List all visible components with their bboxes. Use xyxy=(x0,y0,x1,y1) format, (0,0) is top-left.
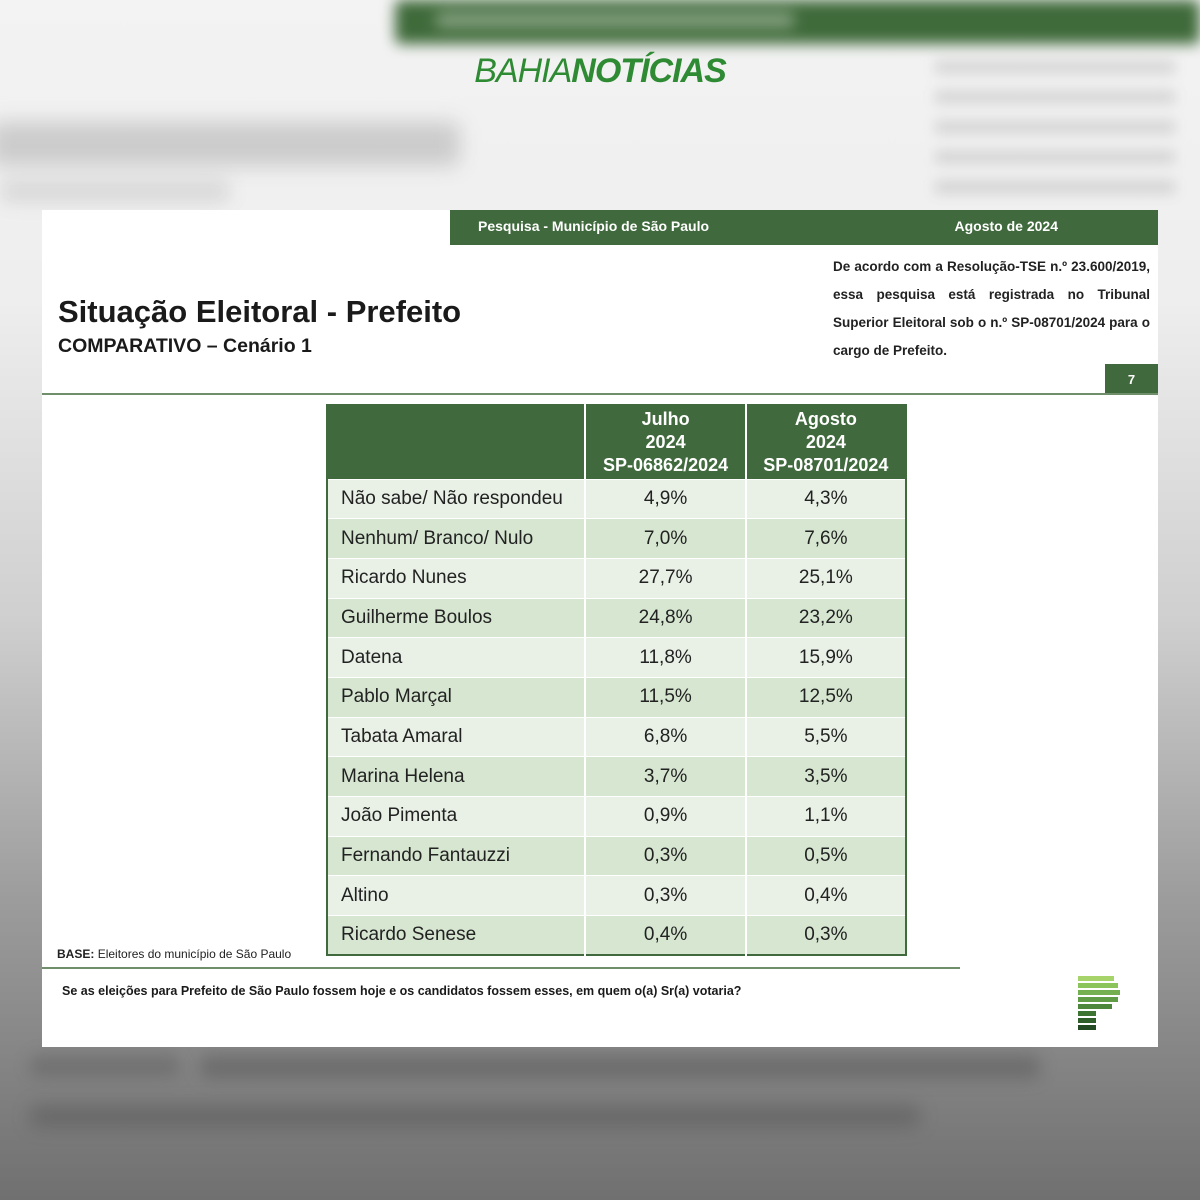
row-label: Não sabe/ Não respondeu xyxy=(327,479,585,519)
table-row xyxy=(327,757,906,797)
base-note xyxy=(57,947,291,961)
brand-logo-part2: NOTÍCIAS xyxy=(571,52,726,90)
background-blurred-title xyxy=(0,122,460,166)
column-header-julho xyxy=(585,405,745,479)
cell-agosto: 7,6% xyxy=(746,519,906,559)
row-label: Guilherme Boulos xyxy=(327,598,585,638)
cell-agosto: 4,3% xyxy=(746,479,906,519)
survey-name: Pesquisa - Município de São Paulo xyxy=(478,218,710,234)
cell-julho: 27,7% xyxy=(585,558,745,598)
cell-julho: 0,9% xyxy=(585,797,745,837)
table-row xyxy=(327,558,906,598)
column-registration: SP-06862/2024 xyxy=(603,454,729,475)
cell-julho: 11,8% xyxy=(585,638,745,678)
row-label: Ricardo Nunes xyxy=(327,558,585,598)
column-month: Agosto xyxy=(794,408,857,429)
background-blurred-subtitle xyxy=(0,180,230,202)
cell-agosto: 25,1% xyxy=(746,558,906,598)
table-row xyxy=(327,797,906,837)
brand-logo xyxy=(0,52,1200,91)
row-label: Pablo Marçal xyxy=(327,677,585,717)
table-header-row xyxy=(327,405,906,479)
page-number-badge: 7 xyxy=(1105,364,1158,395)
legal-registration-note: De acordo com a Resolução-TSE n.º 23.600/2019, essa pesquisa está registrada no Tribunal Superior Eleitoral sob o n.º SP-08701/2024 para o cargo de Prefeito. xyxy=(833,259,1150,358)
pollster-logo-icon xyxy=(1078,976,1122,1030)
row-label: Nenhum/ Branco/ Nulo xyxy=(327,519,585,559)
table-header-corner xyxy=(327,405,585,479)
table-row xyxy=(327,519,906,559)
background-blurred-footer xyxy=(200,1055,1040,1079)
background-blurred-footer xyxy=(30,1055,180,1077)
cell-julho: 7,0% xyxy=(585,519,745,559)
row-label: Marina Helena xyxy=(327,757,585,797)
cell-julho: 3,7% xyxy=(585,757,745,797)
cell-agosto: 0,5% xyxy=(746,836,906,876)
table-row xyxy=(327,717,906,757)
results-table xyxy=(326,404,907,956)
row-label: Altino xyxy=(327,876,585,916)
divider xyxy=(42,967,960,969)
row-label: Tabata Amaral xyxy=(327,717,585,757)
cell-julho: 0,3% xyxy=(585,836,745,876)
row-label: João Pimenta xyxy=(327,797,585,837)
base-text: Eleitores do município de São Paulo xyxy=(97,947,292,961)
background-blurred-footer xyxy=(30,1105,920,1127)
slide-header-bar xyxy=(450,210,1158,245)
slide-title: Situação Eleitoral - Prefeito xyxy=(58,294,462,329)
cell-agosto: 1,1% xyxy=(746,797,906,837)
column-year: 2024 xyxy=(645,431,686,452)
slide-subtitle: COMPARATIVO – Cenário 1 xyxy=(58,335,312,357)
table-row xyxy=(327,638,906,678)
row-label: Ricardo Senese xyxy=(327,916,585,956)
table-row xyxy=(327,598,906,638)
cell-julho: 4,9% xyxy=(585,479,745,519)
cell-agosto: 0,4% xyxy=(746,876,906,916)
column-registration: SP-08701/2024 xyxy=(763,454,889,475)
survey-slide xyxy=(42,210,1158,1047)
table-row xyxy=(327,836,906,876)
divider xyxy=(42,393,1158,395)
cell-agosto: 0,3% xyxy=(746,916,906,956)
cell-agosto: 5,5% xyxy=(746,717,906,757)
table-row xyxy=(327,479,906,519)
cell-agosto: 23,2% xyxy=(746,598,906,638)
cell-agosto: 12,5% xyxy=(746,677,906,717)
cell-julho: 0,4% xyxy=(585,916,745,956)
background-blurred-header xyxy=(395,0,1200,44)
row-label: Datena xyxy=(327,638,585,678)
cell-julho: 6,8% xyxy=(585,717,745,757)
cell-agosto: 15,9% xyxy=(746,638,906,678)
column-month: Julho xyxy=(641,408,690,429)
cell-julho: 0,3% xyxy=(585,876,745,916)
cell-agosto: 3,5% xyxy=(746,757,906,797)
base-label: BASE: xyxy=(57,947,95,961)
column-year: 2024 xyxy=(805,431,846,452)
table-row xyxy=(327,677,906,717)
survey-date: Agosto de 2024 xyxy=(954,218,1058,234)
table-row xyxy=(327,876,906,916)
row-label: Fernando Fantauzzi xyxy=(327,836,585,876)
cell-julho: 24,8% xyxy=(585,598,745,638)
cell-julho: 11,5% xyxy=(585,677,745,717)
brand-logo-part1: BAHIA xyxy=(474,52,572,90)
survey-question: Se as eleições para Prefeito de São Paulo fossem hoje e os candidatos fossem esses, em quem o(a) Sr(a) votaria? xyxy=(62,984,742,998)
table-row xyxy=(327,916,906,956)
column-header-agosto xyxy=(746,405,906,479)
